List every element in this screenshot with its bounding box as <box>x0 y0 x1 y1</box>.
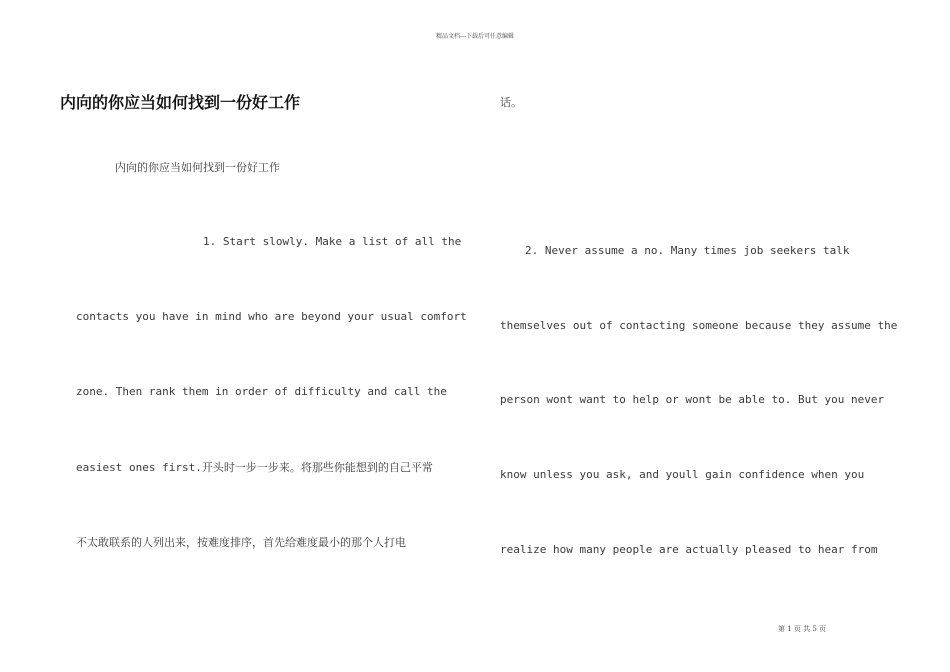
left-paragraph-line: 不太敢联系的人列出来，按难度排序，首先给难度最小的那个人打电 <box>76 536 406 549</box>
left-paragraph-line: 内向的你应当如何找到一份好工作 <box>115 161 280 174</box>
left-paragraph-line: contacts you have in mind who are beyond your usual comfort <box>76 310 467 323</box>
right-paragraph-line: person wont want to help or wont be able to. But you never <box>500 393 885 406</box>
left-paragraph-line: easiest ones first.开头时一步一步来。将那些你能想到的自己平常 <box>76 461 433 474</box>
left-paragraph-line: zone. Then rank them in order of difficulty and call the <box>76 385 447 398</box>
right-paragraph-line: 2. Never assume a no. Many times job seekers talk <box>525 244 850 257</box>
document-title: 内向的你应当如何找到一份好工作 <box>60 93 301 112</box>
page-header: 精品文档---下载后可任意编辑 <box>435 33 515 40</box>
page-number: 第 1 页 共 5 页 <box>778 625 827 633</box>
right-paragraph-line: themselves out of contacting someone because they assume the <box>500 319 898 332</box>
right-paragraph-line: 话。 <box>500 96 522 109</box>
right-paragraph-line: realize how many people are actually pleased to hear from <box>500 543 878 556</box>
right-paragraph-line: know unless you ask, and youll gain confidence when you <box>500 468 865 481</box>
left-paragraph-line: 1. Start slowly. Make a list of all the <box>203 235 462 248</box>
